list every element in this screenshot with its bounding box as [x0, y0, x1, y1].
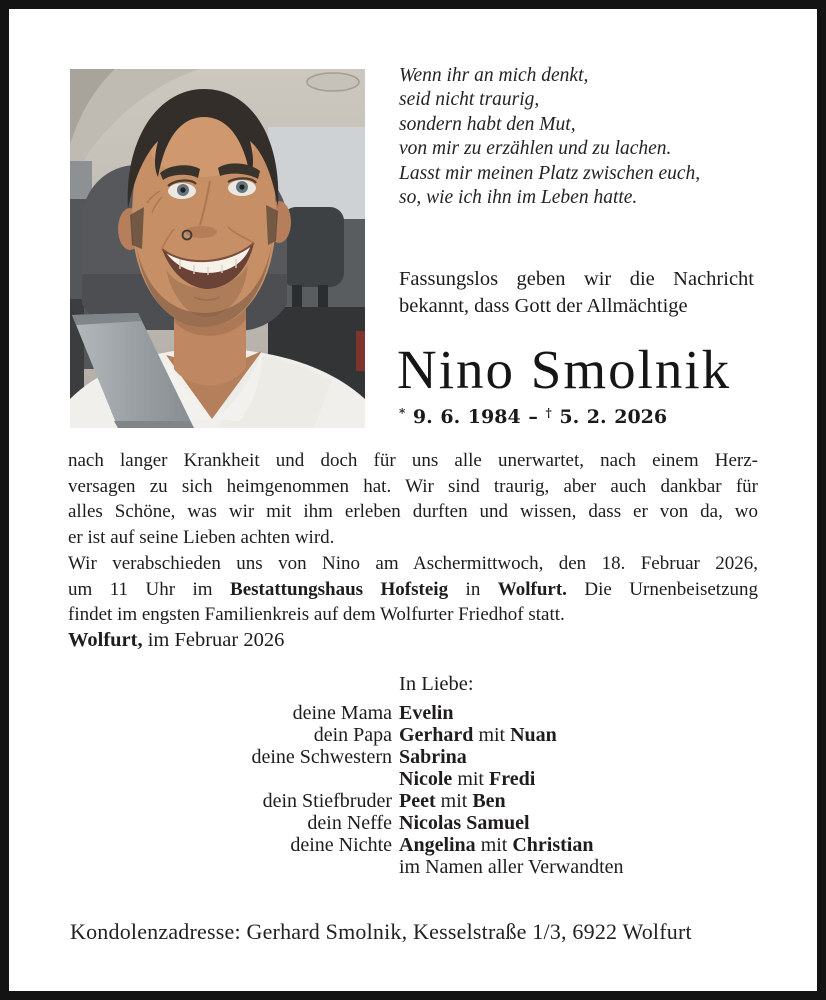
- obituary-line: nach langer Krankheit und doch für uns alle unerwartet, nach einem Herz-: [68, 450, 758, 471]
- dateline: Wolfurt, im Februar 2026: [68, 629, 285, 651]
- obituary-line: alles Schöne, was wir mit ihm erleben durften und wissen, dass er von da, wo: [68, 501, 758, 523]
- portrait-photo: [70, 69, 365, 428]
- memorial-verse: [399, 64, 755, 210]
- mourner-row: [68, 812, 758, 834]
- deceased-name: Nino Smolnik: [397, 339, 732, 400]
- verse-line: sondern habt den Mut,: [399, 113, 576, 135]
- mourner-relation: [68, 856, 392, 878]
- mourner-names: Evelin: [399, 702, 454, 724]
- portrait-photo-illustration: [70, 69, 365, 428]
- verse-line: seid nicht traurig,: [399, 89, 540, 111]
- obituary-body: [68, 448, 758, 628]
- obituary-line: versagen zu sich heimgenommen hat. Wir sind traurig, aber auch dankbar für: [68, 475, 758, 497]
- birth-date: 9. 6. 1984: [412, 406, 521, 428]
- announcement: [399, 266, 754, 320]
- mourner-names: Sabrina: [399, 746, 467, 768]
- verse-line: Wenn ihr an mich denkt,: [399, 65, 589, 86]
- mourner-relation: deine Nichte: [290, 834, 392, 856]
- mourner-relation: dein Stiefbruder: [262, 790, 392, 812]
- announcement-line: bekannt, dass Gott der Allmächtige: [399, 295, 688, 317]
- dates-separator: –: [528, 406, 538, 428]
- life-dates: [399, 406, 667, 428]
- announcement-line: Fassungslos geben wir die Nachricht: [399, 268, 754, 290]
- mourner-relation: dein Papa: [313, 724, 392, 746]
- mourner-names: Angelina mit Christian: [399, 834, 594, 856]
- mourner-relation: dein Neffe: [307, 812, 392, 834]
- verse-line: von mir zu erzählen und zu lachen.: [399, 138, 672, 160]
- mourner-relation: deine Schwestern: [251, 746, 392, 768]
- obituary-line: er ist auf seine Lieben achten wird.: [68, 527, 335, 549]
- mourner-relation: deine Mama: [292, 702, 392, 724]
- obituary-line: um 11 Uhr im Bestattungshaus Hofsteig in Wolfurt. Die Urnenbeisetzung: [68, 578, 759, 600]
- mourner-names: Nicolas Samuel: [399, 812, 530, 834]
- verse-line: so, wie ich ihn im Leben hatte.: [399, 187, 638, 209]
- mourner-row: [68, 746, 758, 768]
- mourners-list: [68, 702, 758, 878]
- mourner-names: Gerhard mit Nuan: [399, 724, 557, 746]
- mourner-row: [68, 834, 758, 856]
- obituary-line: findet im engsten Familienkreis auf dem Wolfurter Friedhof statt.: [68, 604, 565, 626]
- mourner-row: [68, 768, 758, 790]
- death-date: 5. 2. 2026: [559, 406, 668, 428]
- mourner-row: [68, 702, 758, 724]
- mourner-row: [68, 724, 758, 746]
- mourner-names: im Namen aller Verwandten: [399, 856, 624, 878]
- verse-line: Lasst mir meinen Platz zwischen euch,: [399, 162, 701, 184]
- mourner-names: Peet mit Ben: [399, 790, 506, 812]
- birth-symbol: *: [399, 406, 406, 420]
- mourner-names: Nicole mit Fredi: [399, 768, 536, 790]
- mourner-relation: [68, 768, 392, 790]
- closing-in-liebe: In Liebe:: [399, 673, 474, 695]
- condolence-address: Kondolenzadresse: Gerhard Smolnik, Kesselstraße 1/3, 6922 Wolfurt: [70, 919, 692, 944]
- mourner-row: [68, 790, 758, 812]
- obituary-line: Wir verabschieden uns von Nino am Aschermittwoch, den 18. Februar 2026,: [68, 552, 758, 574]
- death-symbol: †: [545, 406, 552, 420]
- mourner-row: [68, 856, 758, 878]
